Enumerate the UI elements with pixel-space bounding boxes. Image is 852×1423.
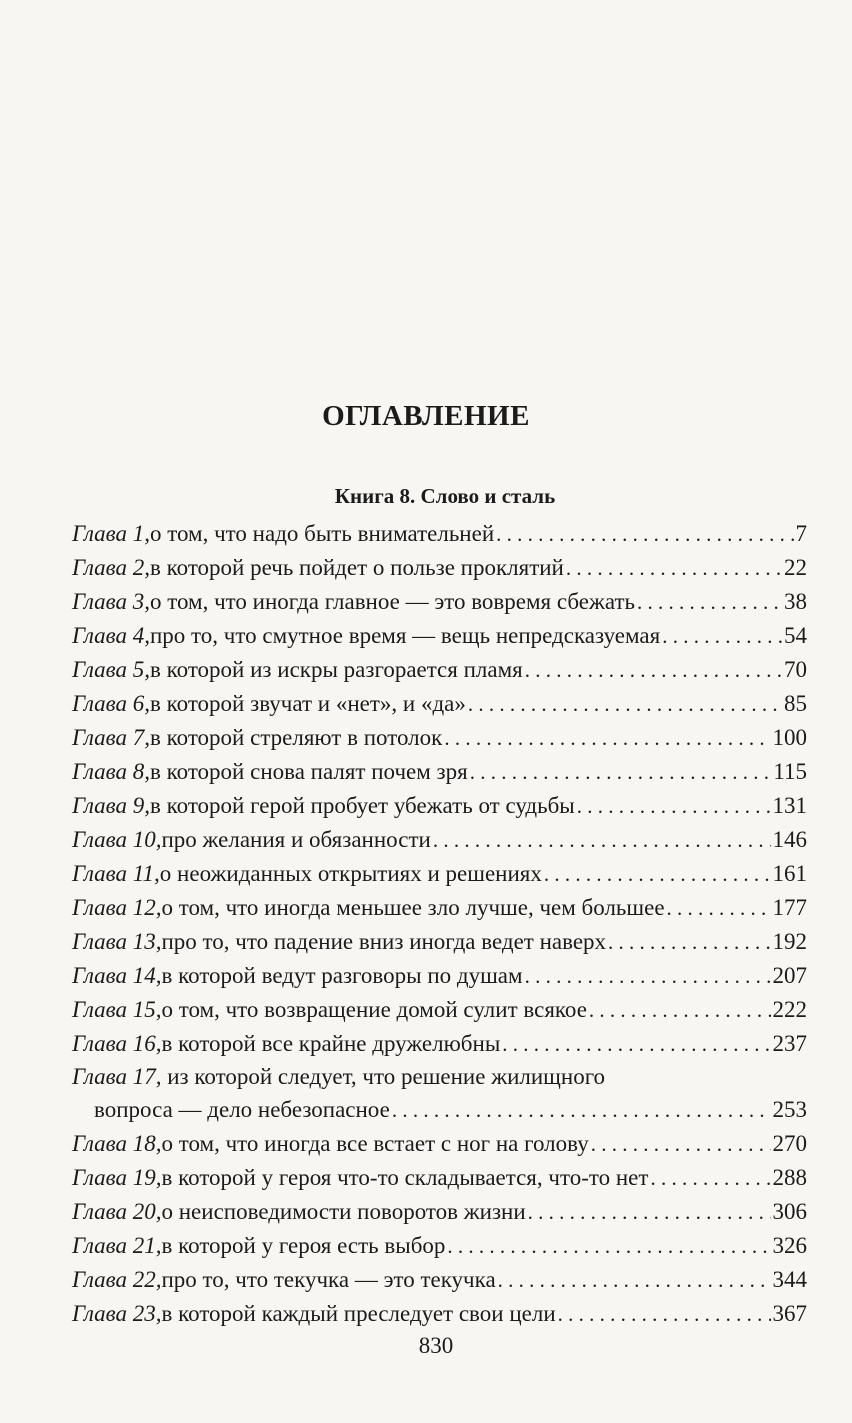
dot-leader bbox=[577, 789, 771, 823]
chapter-label: Глава 2, bbox=[72, 555, 150, 580]
toc-entry bbox=[72, 1127, 807, 1161]
chapter-page: 288 bbox=[772, 1165, 807, 1190]
dot-leader bbox=[667, 891, 771, 925]
chapter-label: Глава 19, bbox=[72, 1165, 162, 1190]
chapter-label: Глава 11, bbox=[72, 861, 160, 886]
dot-leader bbox=[470, 755, 772, 789]
chapter-label: Глава 15, bbox=[72, 997, 162, 1022]
toc-entry bbox=[72, 1297, 807, 1331]
chapter-title: про желания и обязанности bbox=[161, 827, 431, 852]
toc-entry bbox=[72, 925, 807, 959]
dot-leader bbox=[502, 1027, 770, 1061]
chapter-title: про то, что текучка — это текучка bbox=[161, 1267, 496, 1292]
chapter-title: про то, что падение вниз иногда ведет наверх bbox=[161, 929, 607, 954]
toc-entry bbox=[72, 891, 807, 925]
toc-entry bbox=[72, 1229, 807, 1263]
toc-entry bbox=[72, 551, 807, 585]
dot-leader bbox=[662, 619, 782, 653]
table-of-contents bbox=[72, 517, 807, 1331]
chapter-label: Глава 12, bbox=[72, 895, 162, 920]
toc-entry bbox=[72, 755, 807, 789]
chapter-label: Глава 17, bbox=[72, 1064, 162, 1089]
dot-leader bbox=[498, 1263, 771, 1297]
toc-entry bbox=[72, 959, 807, 993]
chapter-title: о том, что иногда главное — это вовремя сбежать bbox=[150, 589, 636, 614]
chapter-page: 38 bbox=[784, 589, 807, 614]
chapter-label: Глава 5, bbox=[72, 657, 150, 682]
chapter-title: в которой все крайне дружелюбны bbox=[161, 1031, 501, 1056]
chapter-page: 237 bbox=[772, 1031, 807, 1056]
chapter-page: 192 bbox=[772, 929, 807, 954]
chapter-title: из которой следует, что решение жилищного bbox=[161, 1064, 606, 1089]
dot-leader bbox=[637, 585, 782, 619]
chapter-label: Глава 23, bbox=[72, 1301, 162, 1326]
chapter-page: 70 bbox=[784, 657, 807, 682]
dot-leader bbox=[589, 993, 771, 1027]
chapter-page: 326 bbox=[772, 1233, 807, 1258]
chapter-page: 270 bbox=[772, 1131, 807, 1156]
chapter-label: Глава 6, bbox=[72, 691, 150, 716]
chapter-page: 22 bbox=[784, 555, 807, 580]
toc-entry bbox=[72, 653, 807, 687]
dot-leader bbox=[544, 857, 771, 891]
chapter-title: в которой звучат и «нет», и «да» bbox=[150, 691, 466, 716]
chapter-page: 7 bbox=[795, 521, 807, 546]
chapter-title: о том, что возвращение домой сулит всякое bbox=[161, 997, 587, 1022]
chapter-title-continued: вопроса — дело небезопасное bbox=[94, 1097, 390, 1122]
chapter-page: 306 bbox=[772, 1199, 807, 1224]
chapter-label: Глава 3, bbox=[72, 589, 150, 614]
chapter-title: в которой у героя что-то складывается, что-то нет bbox=[161, 1165, 649, 1190]
dot-leader bbox=[433, 823, 771, 857]
dot-leader bbox=[447, 1229, 770, 1263]
dot-leader bbox=[496, 517, 793, 551]
toc-entry bbox=[72, 857, 807, 891]
toc-entry bbox=[72, 721, 807, 755]
dot-leader bbox=[650, 1161, 770, 1195]
chapter-page: 253 bbox=[772, 1097, 807, 1122]
chapter-title: в которой из искры разгорается пламя bbox=[150, 657, 523, 682]
chapter-title: в которой стреляют в потолок bbox=[150, 725, 443, 750]
book-title: Книга 8. Слово и сталь bbox=[334, 484, 556, 508]
chapter-label: Глава 8, bbox=[72, 759, 150, 784]
toc-entry bbox=[72, 1027, 807, 1061]
chapter-label: Глава 21, bbox=[72, 1233, 162, 1258]
chapter-title: в которой герой пробует убежать от судьбы bbox=[150, 793, 575, 818]
dot-leader bbox=[566, 551, 782, 585]
chapter-label: Глава 16, bbox=[72, 1031, 162, 1056]
chapter-title: о том, что иногда все встает с ног на голову bbox=[161, 1131, 589, 1156]
chapter-label: Глава 4, bbox=[72, 623, 150, 648]
dot-leader bbox=[525, 959, 771, 993]
chapter-label: Глава 7, bbox=[72, 725, 150, 750]
chapter-title: о том, что иногда меньшее зло лучше, чем большее bbox=[161, 895, 665, 920]
chapter-title: в которой речь пойдет о пользе проклятий bbox=[150, 555, 564, 580]
chapter-label: Глава 14, bbox=[72, 963, 162, 988]
toc-entry bbox=[72, 789, 807, 823]
chapter-title: про то, что смутное время — вещь непредсказуемая bbox=[150, 623, 661, 648]
toc-entry bbox=[72, 687, 807, 721]
chapter-title: в которой ведут разговоры по душам bbox=[161, 963, 523, 988]
dot-leader bbox=[444, 721, 770, 755]
chapter-title: о неисповедимости поворотов жизни bbox=[161, 1199, 526, 1224]
chapter-page: 54 bbox=[784, 623, 807, 648]
chapter-title: в которой снова палят почем зря bbox=[150, 759, 468, 784]
chapter-title: о том, что надо быть внимательней bbox=[150, 521, 495, 546]
dot-leader bbox=[608, 925, 770, 959]
chapter-title: в которой каждый преследует свои цели bbox=[161, 1301, 556, 1326]
chapter-page: 161 bbox=[772, 861, 807, 886]
chapter-page: 100 bbox=[772, 725, 807, 750]
chapter-label: Глава 22, bbox=[72, 1267, 162, 1292]
dot-leader bbox=[558, 1297, 771, 1331]
dot-leader bbox=[525, 653, 782, 687]
chapter-label: Глава 9, bbox=[72, 793, 150, 818]
chapter-label: Глава 1, bbox=[72, 521, 150, 546]
chapter-page: 222 bbox=[772, 997, 807, 1022]
toc-entry bbox=[72, 619, 807, 653]
toc-entry bbox=[72, 1061, 807, 1127]
toc-entry bbox=[72, 517, 807, 551]
chapter-page: 115 bbox=[773, 759, 807, 784]
dot-leader bbox=[468, 687, 782, 721]
toc-entry bbox=[72, 585, 807, 619]
chapter-page: 131 bbox=[772, 793, 807, 818]
page-title: ОГЛАВЛЕНИЕ bbox=[322, 400, 530, 432]
chapter-page: 367 bbox=[772, 1301, 807, 1326]
toc-entry bbox=[72, 1195, 807, 1229]
toc-entry bbox=[72, 1161, 807, 1195]
chapter-page: 207 bbox=[772, 963, 807, 988]
dot-leader bbox=[591, 1127, 771, 1161]
dot-leader bbox=[392, 1093, 771, 1127]
chapter-page: 344 bbox=[772, 1267, 807, 1292]
chapter-label: Глава 20, bbox=[72, 1199, 162, 1224]
toc-entry bbox=[72, 1263, 807, 1297]
toc-entry bbox=[72, 823, 807, 857]
chapter-title: о неожиданных открытиях и решениях bbox=[159, 861, 542, 886]
chapter-title: в которой у героя есть выбор bbox=[161, 1233, 446, 1258]
chapter-page: 146 bbox=[772, 827, 807, 852]
chapter-label: Глава 18, bbox=[72, 1131, 162, 1156]
chapter-page: 85 bbox=[784, 691, 807, 716]
page-number: 830 bbox=[418, 1333, 454, 1358]
chapter-page: 177 bbox=[772, 895, 807, 920]
chapter-label: Глава 10, bbox=[72, 827, 162, 852]
dot-leader bbox=[528, 1195, 771, 1229]
chapter-label: Глава 13, bbox=[72, 929, 162, 954]
toc-entry bbox=[72, 993, 807, 1027]
